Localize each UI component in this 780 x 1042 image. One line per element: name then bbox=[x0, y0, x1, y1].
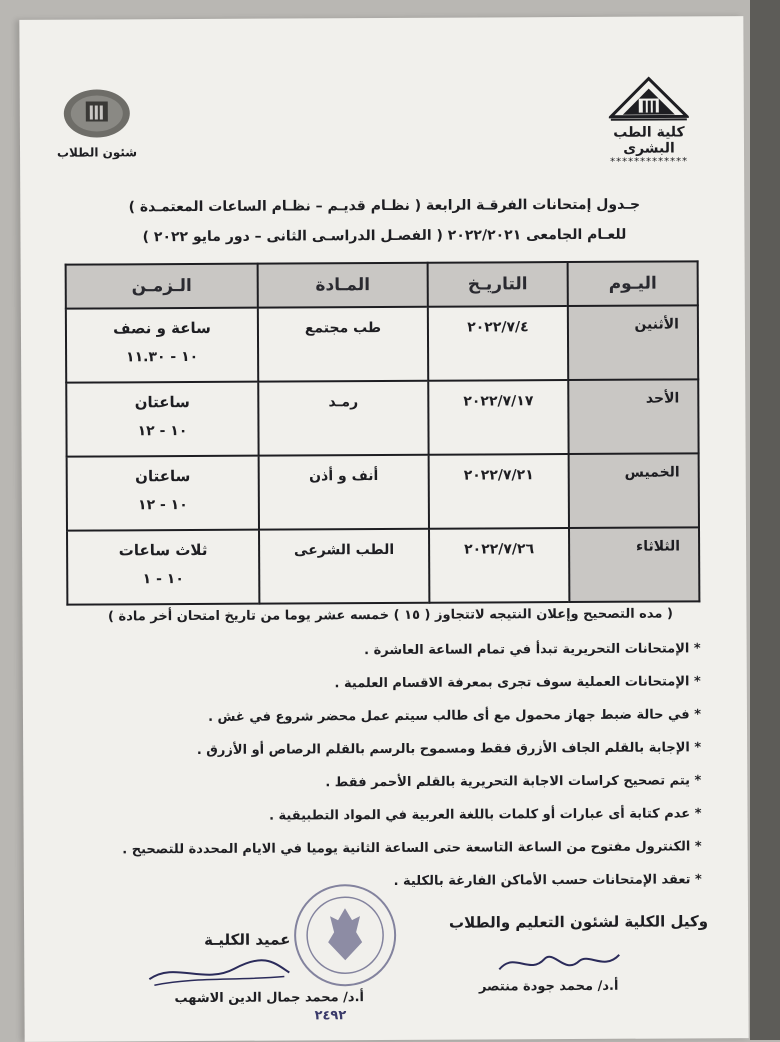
time-hours: ١٠ - ١١.٣٠ bbox=[68, 349, 256, 366]
cell-time bbox=[67, 456, 259, 531]
header-date: التاريـخ bbox=[428, 262, 568, 307]
faculty-stars: ************* bbox=[594, 156, 704, 168]
header-day: اليـوم bbox=[568, 261, 698, 306]
note-item: * الكنترول مفتوح من الساعة التاسعة حتى الساعة الثانية يوميا في الايام المحددة للتصحيح . bbox=[82, 839, 702, 857]
schedule-title-line2: للعـام الجامعى ٢٠٢٢/٢٠٢١ ( الفصـل الدراسـى الثانى – دور مايو ٢٠٢٢ ) bbox=[64, 226, 704, 245]
cell-subject: طب مجتمع bbox=[258, 307, 428, 382]
note-item: * الإجابة بالقلم الجاف الأزرق فقط ومسموح بالرسم بالقلم الرصاص أو الأزرق . bbox=[81, 740, 701, 758]
time-duration: ساعتان bbox=[69, 467, 257, 486]
cell-time bbox=[66, 308, 258, 383]
cell-day: الأثنين bbox=[568, 305, 698, 380]
table-row bbox=[66, 305, 698, 382]
cell-date: ٢٠٢٢/٧/٤ bbox=[428, 306, 568, 381]
table-row bbox=[67, 453, 699, 530]
time-duration: ساعتان bbox=[68, 393, 256, 412]
table-row bbox=[66, 379, 698, 456]
cell-date: ٢٠٢٢/٧/٢٦ bbox=[429, 528, 569, 603]
dean-title: عميد الكليـة bbox=[204, 930, 290, 948]
affairs-label: شئون الطلاب bbox=[52, 145, 142, 159]
vice-dean-title: وكيل الكلية لشئون التعليم والطلاب bbox=[449, 912, 708, 931]
cell-day: الخميس bbox=[569, 453, 699, 528]
faculty-label: كلية الطب البشرى bbox=[594, 124, 704, 157]
cell-subject: رمـد bbox=[258, 381, 428, 456]
note-item: * عدم كتابة أى عبارات أو كلمات باللغة العربية في المواد التطبيقية . bbox=[81, 806, 701, 824]
paper-edge-shadow bbox=[750, 0, 780, 1040]
cell-time bbox=[67, 530, 259, 605]
cell-subject: الطب الشرعى bbox=[259, 529, 429, 604]
exam-schedule-table bbox=[65, 260, 701, 605]
dean-name: أ.د/ محمد جمال الدين الاشهب bbox=[174, 990, 364, 1006]
cell-day: الثلاثاء bbox=[569, 527, 699, 602]
time-hours: ١٠ - ١ bbox=[69, 571, 257, 588]
official-stamp-icon bbox=[290, 880, 401, 991]
cell-time bbox=[66, 382, 258, 457]
time-hours: ١٠ - ١٢ bbox=[68, 423, 256, 440]
header-subject: المـادة bbox=[258, 263, 428, 308]
note-item: * يتم تصحيح كراسات الاجابة التحريرية بالقلم الأحمر فقط . bbox=[81, 773, 701, 791]
faculty-logo-block bbox=[594, 76, 704, 168]
time-duration: ساعة و نصف bbox=[68, 319, 256, 338]
stamp-number: ٢٤٩٢ bbox=[315, 1008, 347, 1023]
cell-day: الأحد bbox=[568, 379, 698, 454]
note-item: * الإمتحانات العملية سوف تجرى بمعرفة الاقسام العلمية . bbox=[81, 674, 701, 692]
vice-dean-name: أ.د/ محمد جودة منتصر bbox=[479, 979, 619, 995]
cell-subject: أنف و أذن bbox=[259, 455, 429, 530]
note-correction-period: ( مده التصحيح وإعلان النتيجه لاتتجاوز ( ١٥ ) خمسه عشر يوما من تاريخ امتحان أخر مادة ) bbox=[80, 606, 700, 624]
note-item: * الإمتحانات التحريرية تبدأ في تمام الساعة العاشرة . bbox=[81, 641, 701, 659]
faculty-logo-icon bbox=[609, 76, 689, 122]
time-duration: ثلاث ساعات bbox=[69, 541, 257, 560]
document-page bbox=[19, 16, 748, 1042]
cell-date: ٢٠٢٢/٧/١٧ bbox=[428, 380, 568, 455]
dean-signature-icon bbox=[144, 950, 294, 991]
vice-dean-signature-icon bbox=[494, 945, 624, 982]
affairs-logo-block bbox=[52, 87, 142, 159]
time-hours: ١٠ - ١٢ bbox=[69, 497, 257, 514]
note-item: * في حالة ضبط جهاز محمول مع أى طالب سيتم عمل محضر شروع في غش . bbox=[81, 707, 701, 725]
notes-list bbox=[80, 606, 702, 908]
header-time: الـزمـن bbox=[66, 264, 258, 309]
table-header-row bbox=[66, 261, 698, 308]
table-row bbox=[67, 527, 699, 604]
university-seal-icon bbox=[62, 87, 132, 139]
schedule-title-line1: جـدول إمتحانات الفرقـة الرابعة ( نظـام قديـم – نظـام الساعات المعتمـدة ) bbox=[64, 196, 704, 215]
note-item: * تعقد الإمتحانات حسب الأماكن الفارغة بالكلية . bbox=[82, 872, 702, 890]
cell-date: ٢٠٢٢/٧/٢١ bbox=[429, 454, 569, 529]
